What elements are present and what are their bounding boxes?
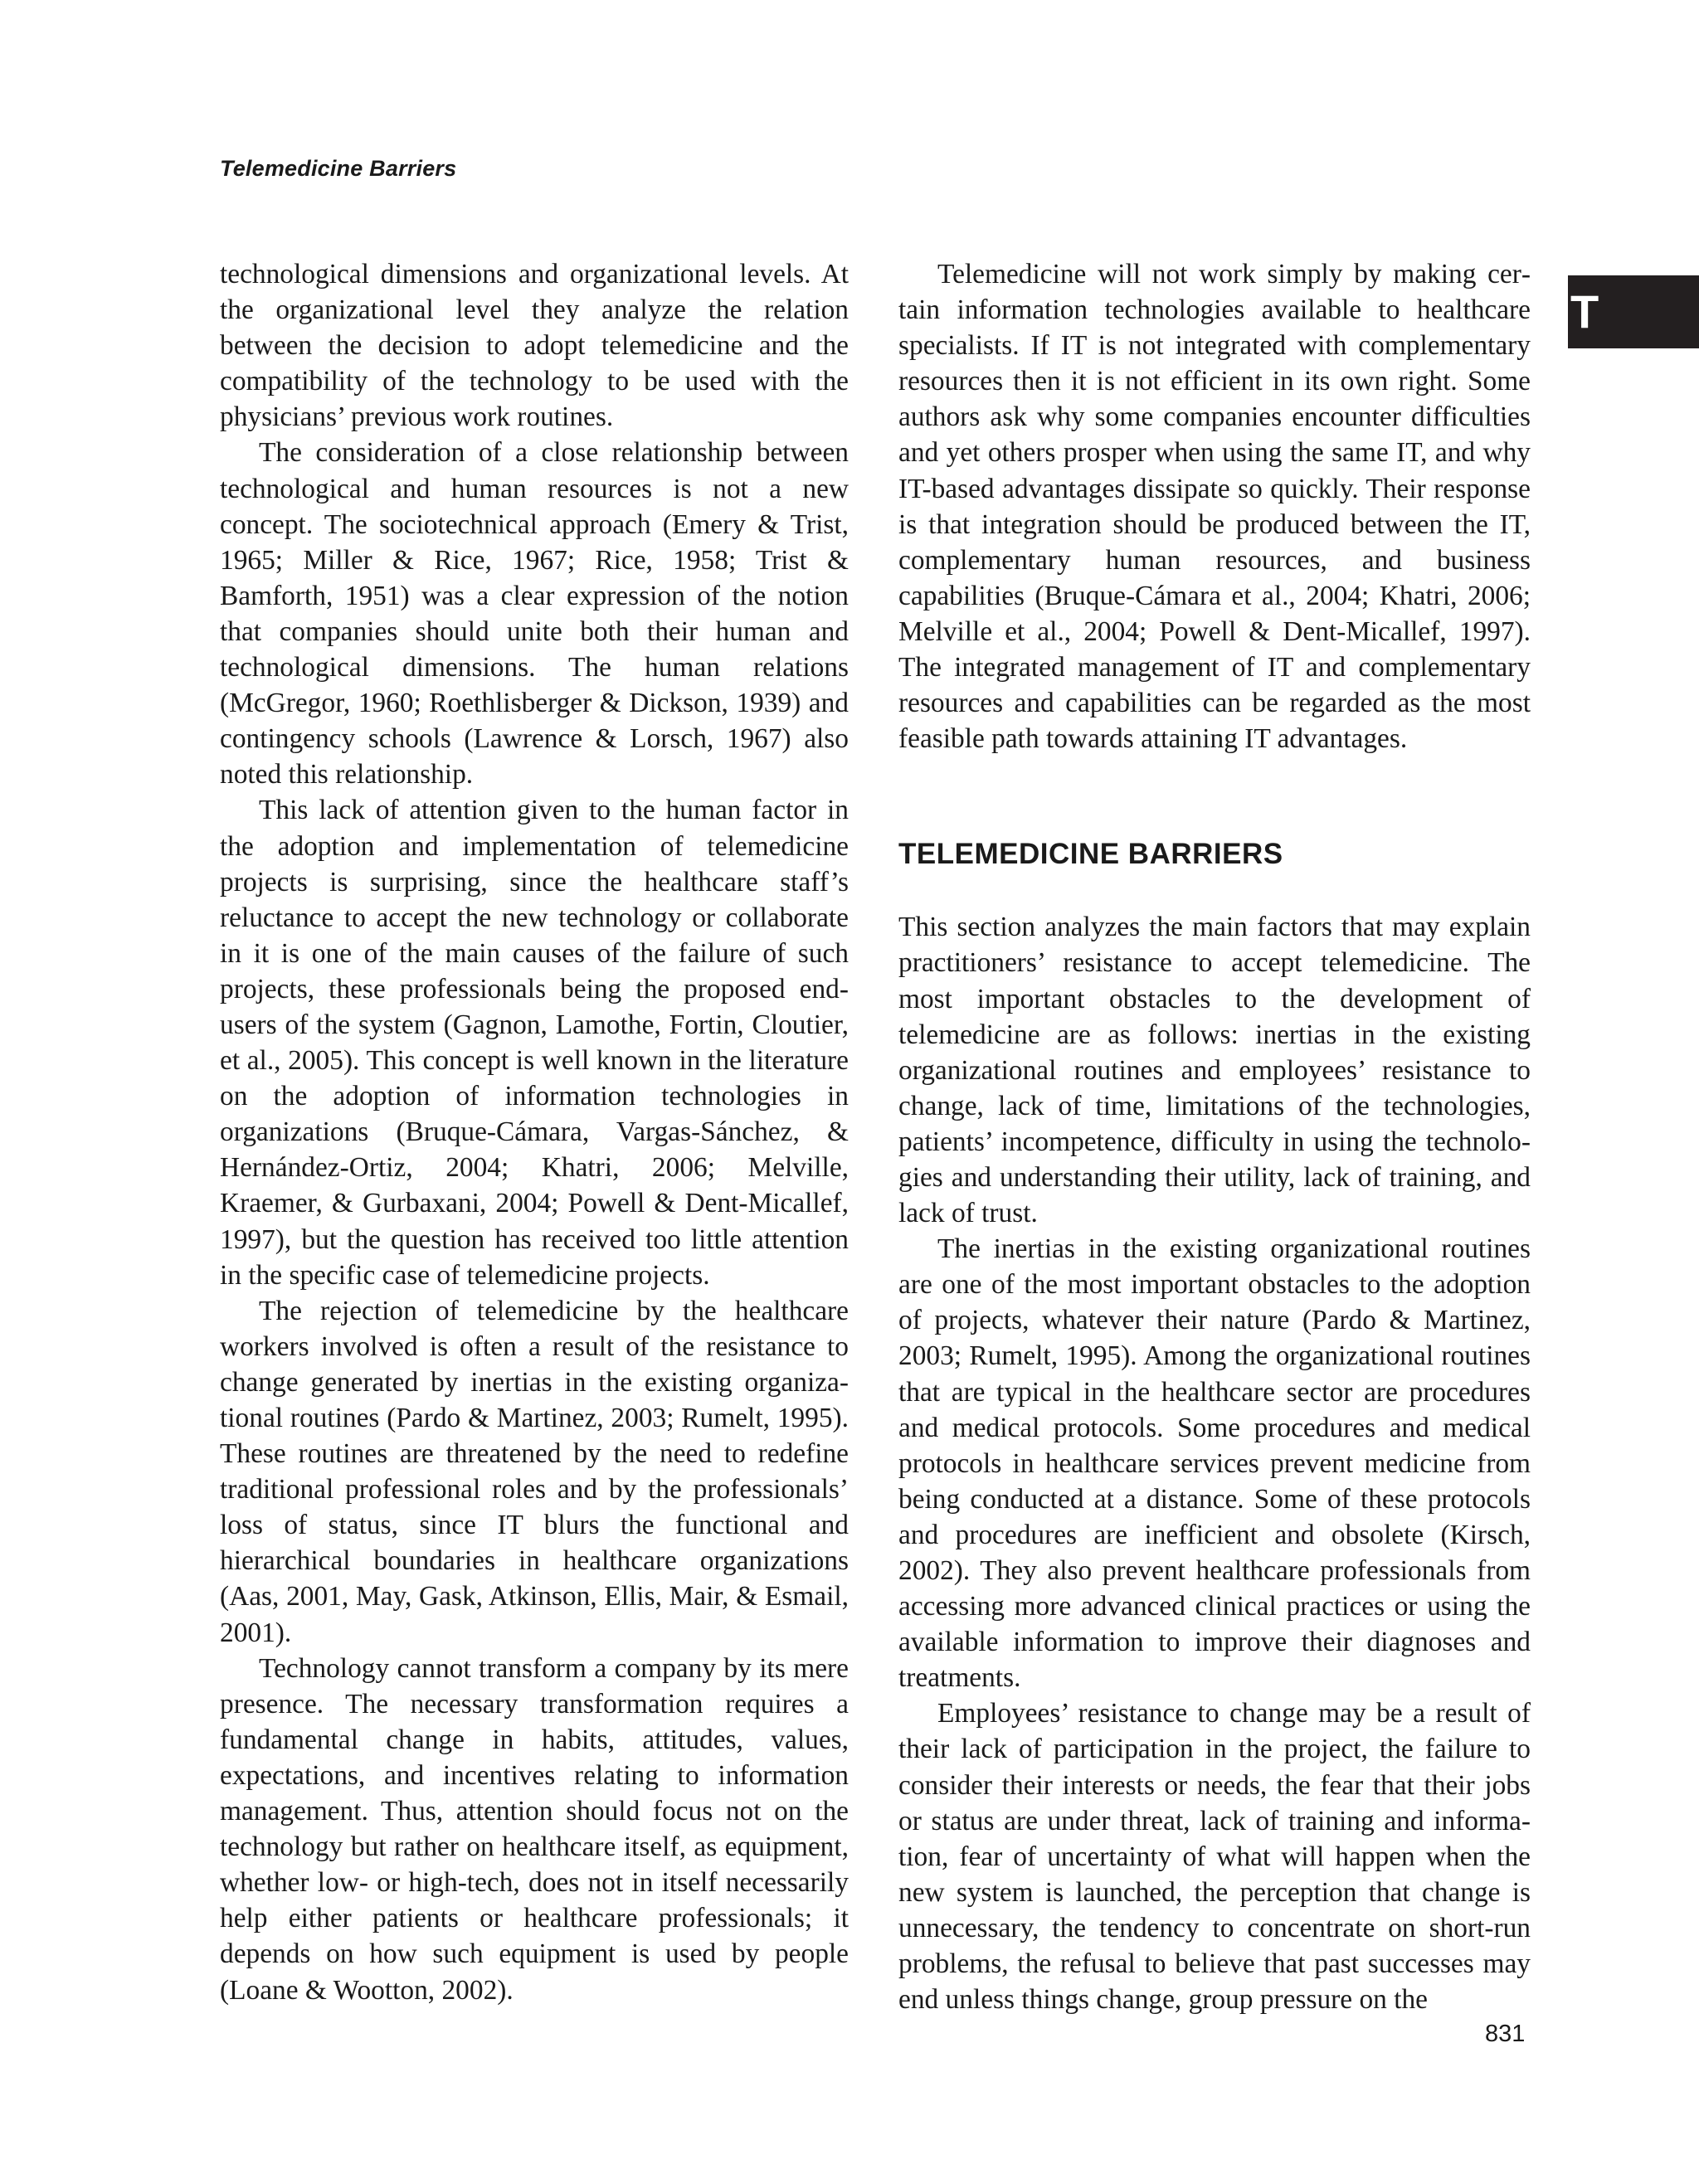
body-paragraph: This section analyzes the main factors that may explain practitioners’ resistance to accept telemedicine. The most important obstacles to the development of telemedicine are as follows: inertias in the existing organizational routines and employees’ resistance to change, lack of time, limitations of the technologies, patients’ incompetence, difficulty in using the technologies and understanding their utility, lack of training, and lack of trust. bbox=[898, 912, 1531, 1229]
left-text-column bbox=[220, 256, 849, 2008]
body-paragraph: Employees’ resistance to change may be a result of their lack of participation in the project, the failure to consider their interests or needs, the fear that their jobs or status are under threat, lack of training and information, fear of uncertainty of what will happen when the new system is launched, the perception that change is unnecessary, the tendency to concentrate on short-run problems, the refusal to believe that past successes may end unless things change, group pressure on the bbox=[898, 1698, 1531, 2016]
body-paragraph: The consideration of a close relationship between technological and human resources is not a new concept. The sociotechnical approach (Emery & Trist, 1965; Miller & Rice, 1967; Rice, 1958; Trist & Bamforth, 1951) was a clear expression of the notion that companies should unite both their human and technological dimensions. The human relations (McGregor, 1960; Roethlisberger & Dickson, 1939) and contingency schools (Lawrence & Lorsch, 1967) also noted this relationship. bbox=[220, 437, 849, 790]
right-text-column bbox=[898, 256, 1531, 2017]
body-paragraph: Technology cannot transform a company by its mere presence. The necessary transformation requires a fundamental change in habits, attitudes, values, expectations, and incentives relating to information management. Thus, attention should focus not on the technology but rather on healthcare itself, as equipment, whether low- or high-tech, does not in itself necessarily help either patients or healthcare professionals; it depends on how such equipment is used by people (Loane & Wootton, 2002). bbox=[220, 1652, 849, 2006]
section-heading: TELEMEDICINE BARRIERS bbox=[898, 838, 1283, 871]
thumb-index-tab: T bbox=[1568, 275, 1699, 348]
running-header-title: Telemedicine Barriers bbox=[220, 156, 457, 181]
page-number: 831 bbox=[1485, 2021, 1526, 2047]
body-paragraph: The rejection of telemedicine by the healthcare workers involved is often a result of the resistance to change generated by inertias in the existing organizational routines (Pardo & Martinez, 2003; Rumelt, 1995). These routines are threatened by the need to redefine traditional professional roles and by the professionals’ loss of status, since IT blurs the functional and hierarchical boundaries in healthcare organizations (Aas, 2001, May, Gask, Atkinson, Ellis, Mair, & Esmail, 2001). bbox=[220, 1295, 849, 1648]
body-paragraph: technological dimensions and organizational levels. At the organizational level they analyze the relation between the decision to adopt telemedicine and the compatibility of the technology to be used with the physicians’ previous work routines. bbox=[220, 259, 849, 433]
body-paragraph: The inertias in the existing organizational routines are one of the most important obstacles to the adoption of projects, whatever their nature (Pardo & Martinez, 2003; Rumelt, 1995). Among the organizational routines that are typical in the healthcare sector are procedures and medical protocols. Some procedures and medical protocols in healthcare services prevent medicine from being conducted at a distance. Some of these protocols and procedures are inefficient and obsolete (Kirsch, 2002). They also prevent healthcare professionals from accessing more advanced clinical practices or using the available information to improve their diagnoses and treatments. bbox=[898, 1233, 1531, 1694]
body-paragraph: This lack of attention given to the human factor in the adoption and implementation of telemedicine projects is surprising, since the healthcare staff’s reluctance to accept the new technology or collaborate in it is one of the main causes of the failure of such projects, these professionals being the proposed end-users of the system (Gagnon, Lamothe, Fortin, Cloutier, et al., 2005). This concept is well known in the literature on the adoption of information technologies in organizations (Bruque-Cámara, Vargas-Sánchez, & Hernández-Ortiz, 2004; Khatri, 2006; Melville, Kraemer, & Gurbaxani, 2004; Powell & Dent-Micallef, 1997), but the question has received too little attention in the specific case of telemedicine projects. bbox=[220, 795, 849, 1291]
body-paragraph: Telemedicine will not work simply by making certain information technologies available to healthcare specialists. If IT is not integrated with complementary resources then it is not efficient in its own right. Some authors ask why some companies encounter difficulties and yet others prosper when using the same IT, and why IT-based advantages dissipate so quickly. Their response is that integration should be produced between the IT, complementary human resources, and business capabilities (Bruque-Cámara et al., 2004; Khatri, 2006; Melville et al., 2004; Powell & Dent-Micallef, 1997). The integrated management of IT and complementary resources and capabilities can be regarded as the most feasible path towards attaining IT advantages. bbox=[898, 259, 1531, 755]
